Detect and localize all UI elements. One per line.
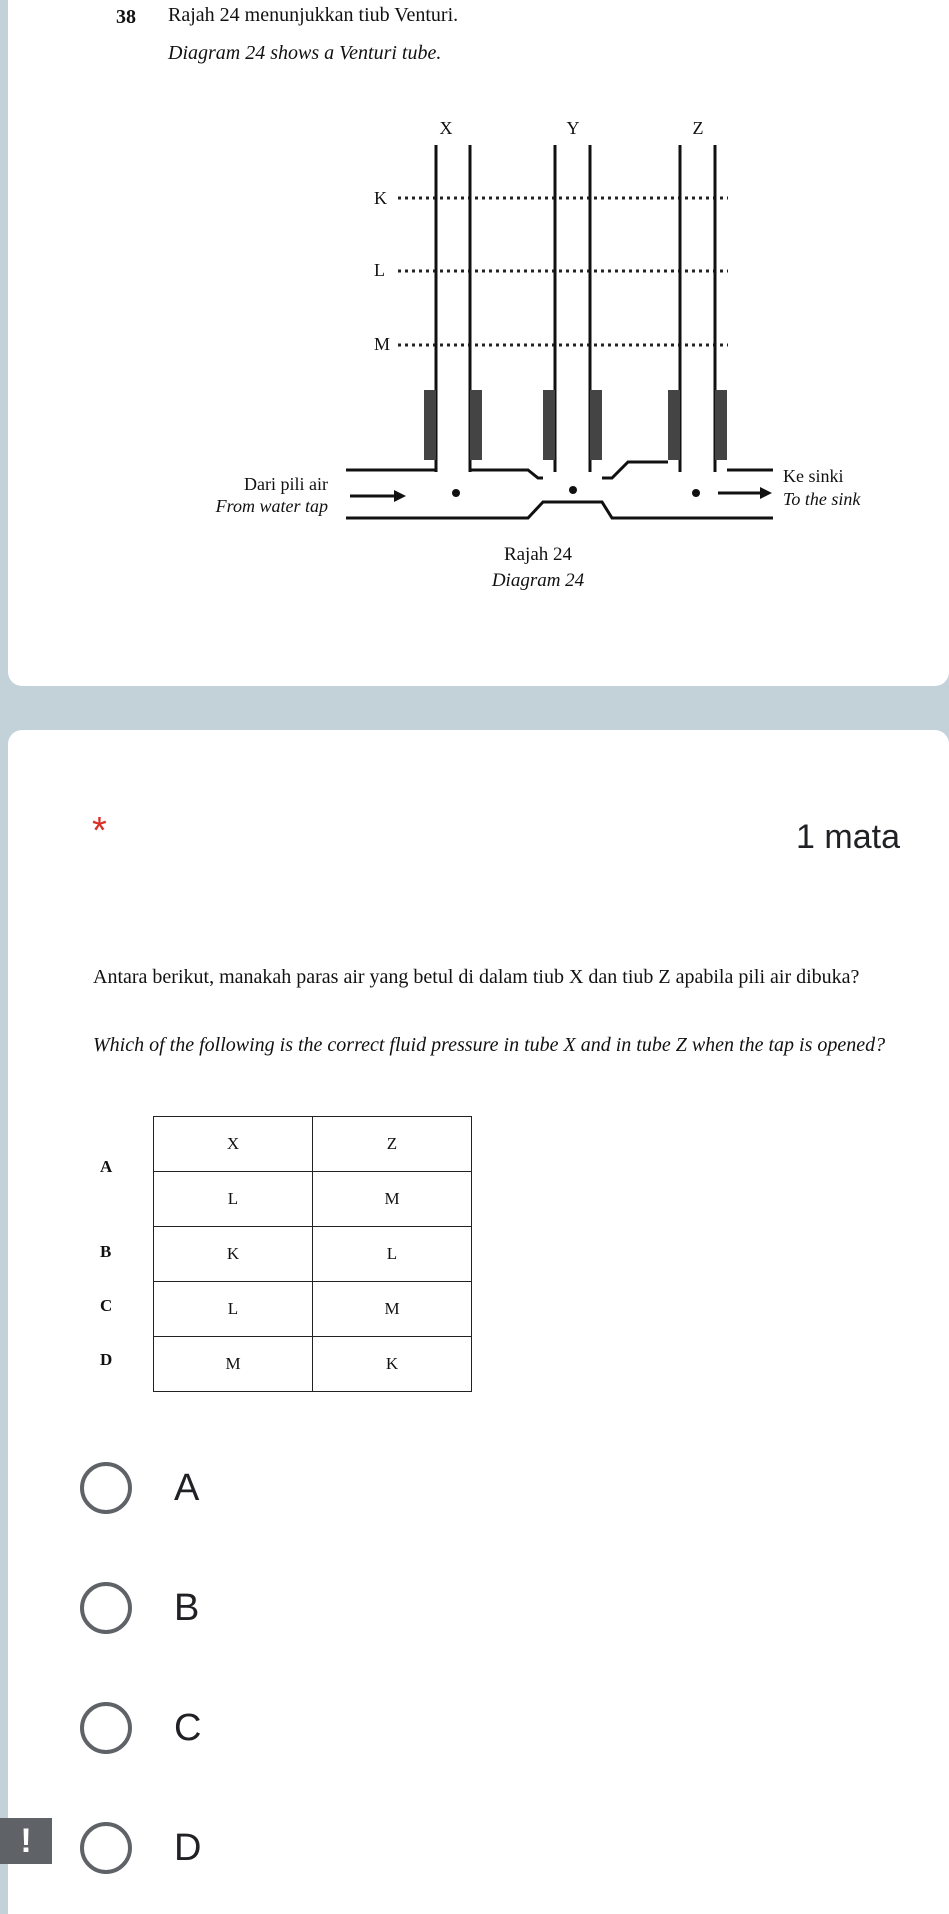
option-c[interactable] <box>80 1698 201 1758</box>
radio-button-c[interactable] <box>80 1702 132 1754</box>
question-image-card <box>8 0 949 686</box>
level-label-k: K <box>374 188 387 208</box>
table-header-x: X <box>154 1117 313 1172</box>
row-label-a: A <box>100 1157 113 1176</box>
inlet-label-malay: Dari pili air <box>244 474 328 494</box>
option-d[interactable] <box>80 1818 201 1878</box>
option-c-label: C <box>174 1706 202 1749</box>
level-label-m: M <box>374 334 391 354</box>
table-cell: K <box>313 1337 472 1392</box>
table-cell: M <box>313 1282 472 1337</box>
tube-label-x: X <box>439 118 453 138</box>
alert-icon[interactable]: ! <box>0 1818 52 1864</box>
row-label-d: D <box>100 1350 113 1369</box>
required-asterisk: * <box>92 810 107 852</box>
option-b-label: B <box>174 1586 200 1629</box>
table-header-row <box>154 1117 472 1172</box>
option-d-label: D <box>174 1826 202 1869</box>
row-label-c: C <box>100 1296 113 1315</box>
question-number: 38 <box>116 6 136 28</box>
question-text-english: Which of the following is the correct fluid pressure in tube X and in tube Z when the tap is opened? <box>93 1034 886 1056</box>
table-cell: L <box>313 1227 472 1282</box>
table-header-z: Z <box>313 1117 472 1172</box>
question-stem-malay: Rajah 24 menunjukkan tiub Venturi. <box>168 4 459 26</box>
outlet-label-english: To the sink <box>783 489 861 509</box>
level-label-l: L <box>374 260 385 280</box>
table-cell: L <box>154 1282 313 1337</box>
table-cell: M <box>154 1337 313 1392</box>
table-cell: M <box>313 1172 472 1227</box>
tube-label-y: Y <box>566 118 580 138</box>
inlet-label-english: From water tap <box>215 496 328 516</box>
table-row <box>154 1172 472 1227</box>
diagram-caption-english: Diagram 24 <box>491 570 585 591</box>
diagram-caption-malay: Rajah 24 <box>503 544 573 565</box>
option-a[interactable] <box>80 1458 199 1518</box>
table-row <box>154 1337 472 1392</box>
radio-button-d[interactable] <box>80 1822 132 1874</box>
tube-label-z: Z <box>692 118 704 138</box>
option-b[interactable] <box>80 1578 199 1638</box>
outlet-label-malay: Ke sinki <box>783 466 844 486</box>
table-cell: K <box>154 1227 313 1282</box>
option-a-label: A <box>174 1466 200 1509</box>
radio-button-a[interactable] <box>80 1462 132 1514</box>
table-cell: L <box>154 1172 313 1227</box>
answer-table <box>153 1116 472 1392</box>
question-stem-english: Diagram 24 shows a Venturi tube. <box>168 42 442 64</box>
table-row <box>154 1282 472 1337</box>
question-text-malay: Antara berikut, manakah paras air yang betul di dalam tiub X dan tiub Z apabila pili air dibuka? <box>93 966 860 988</box>
venturi-tube-diagram <box>188 100 888 600</box>
radio-button-b[interactable] <box>80 1582 132 1634</box>
row-label-b: B <box>100 1242 112 1261</box>
points-label: 1 mata <box>796 818 900 856</box>
table-row <box>154 1227 472 1282</box>
